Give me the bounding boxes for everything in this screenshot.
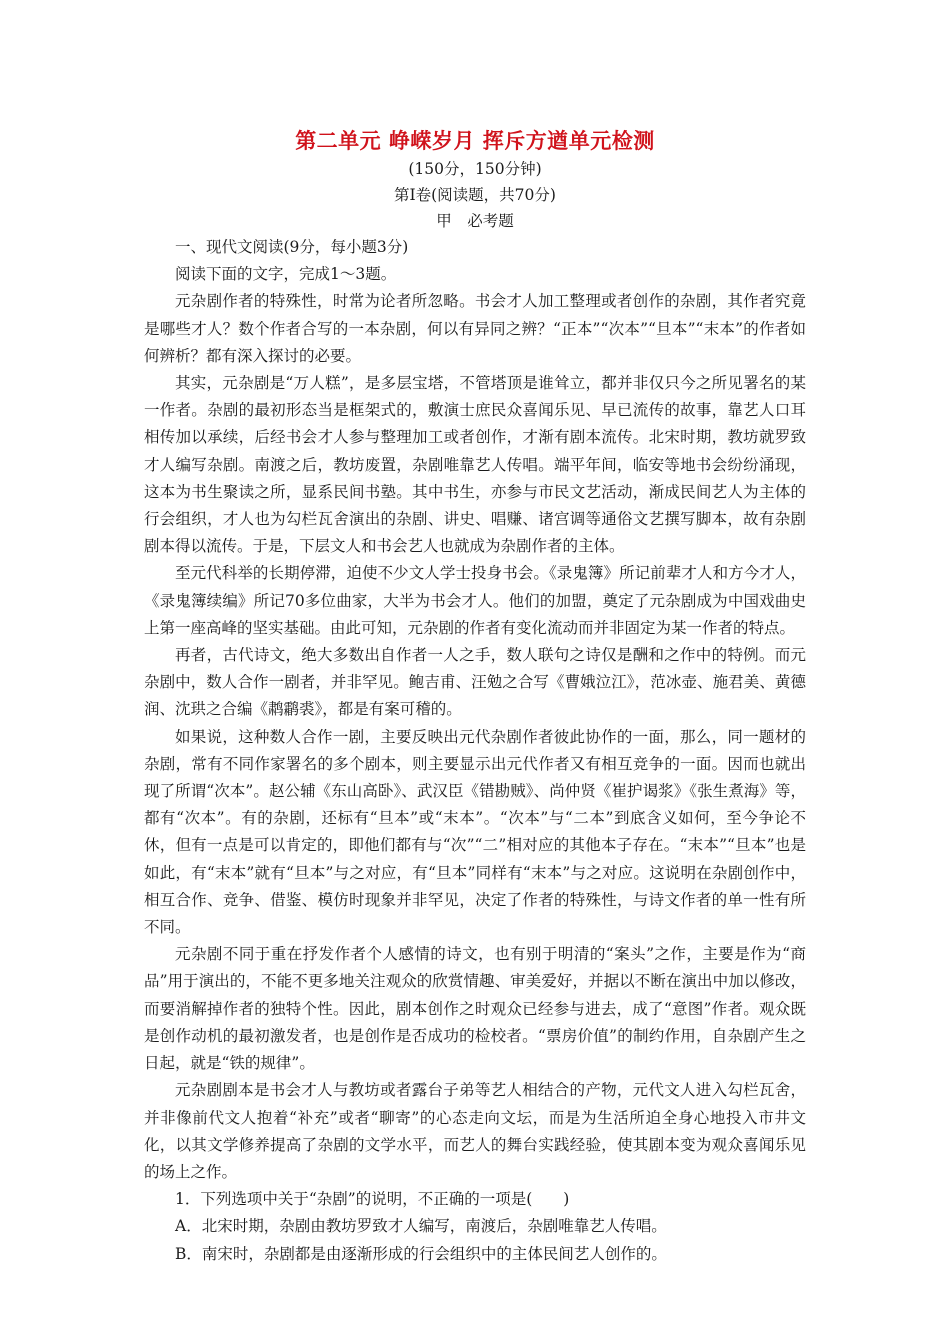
page-title: 第二单元 峥嵘岁月 挥斥方遒单元检测 (295, 129, 655, 153)
reading-instruction: 阅读下面的文字，完成1～3题。 (175, 265, 397, 284)
paragraph: 元杂剧剧本是书会才人与教坊或者露台子弟等艺人相结合的产物，元代文人进入勾栏瓦舍，并非像前代文人抱着“补充”或者“聊寄”的心态走向文坛，而是为生活所迫全身心地投入市井文化，以其文学修养提高了杂剧的文学水平，而艺人的舞台实践经验，使其剧本变为观众喜闻乐见的场上之作。 (144, 1081, 806, 1181)
option-b: B．南宋时，杂剧都是由逐渐形成的行会组织中的主体民间艺人创作的。 (175, 1244, 667, 1263)
volume-heading: 第Ⅰ卷(阅读题，共70分) (394, 186, 556, 204)
score-time: (150分，150分钟) (408, 160, 542, 178)
paragraph: 元杂剧作者的特殊性，时常为论者所忽略。书会才人加工整理或者创作的杂剧，其作者究竟是哪些才人？数个作者合写的一本杂剧，何以有异同之辨？“正本”“次本”“旦本”“末本”的作者如何辨析？都有深入探讨的必要。 (144, 292, 806, 365)
section-heading: 甲 必考题 (436, 212, 514, 230)
paragraph: 再者，古代诗文，绝大多数出自作者一人之手，数人联句之诗仅是酬和之作中的特例。而元杂剧中，数人合作一剧者，并非罕见。鲍吉甫、汪勉之合写《曹娥泣江》，范冰壶、施君美、黄德润、沈珙之合编《鹔鹴裘》，都是有案可稽的。 (144, 646, 806, 719)
paragraph: 其实，元杂剧是“万人糕”，是多层宝塔，不管塔顶是谁耸立，都并非仅只今之所见署名的某一作者。杂剧的最初形态当是框架式的，敷演士庶民众喜闻乐见、早已流传的故事，靠艺人口耳相传加以承续，后经书会才人参与整理加工或者创作，才渐有剧本流传。北宋时期，教坊就罗致才人编写杂剧。南渡之后，教坊废置，杂剧唯靠艺人传唱。端平年间，临安等地书会纷纷涌现，这本为书生聚读之所，显系民间书塾。其中书生，亦参与市民文艺活动，渐成民间艺人为主体的行会组织，才人也为勾栏瓦舍演出的杂剧、讲史、唱赚、诸宫调等通俗文艺撰写脚本，故有杂剧剧本得以流传。于是，下层文人和书会艺人也就成为杂剧作者的主体。 (144, 374, 806, 556)
option-a: A．北宋时期，杂剧由教坊罗致才人编写，南渡后，杂剧唯靠艺人传唱。 (175, 1217, 667, 1236)
paragraph: 如果说，这种数人合作一剧，主要反映出元代杂剧作者彼此协作的一面，那么，同一题材的杂剧，常有不同作家署名的多个剧本，则主要显示出元代作者又有相互竞争的一面。因而也就出现了所谓“次本”。赵公辅《东山高卧》、武汉臣《错勘贼》、尚仲贤《崔护谒浆》《张生煮海》等，都有“次本”。有的杂剧，还标有“旦本”或“末本”。“次本”与“二本”到底含义如何，至今争论不休，但有一点是可以肯定的，即他们都有与“次”“二”相对应的其他本子存在。“末本”“旦本”也是如此，有“末本”就有“旦本”与之对应，有“旦本”同样有“末本”与之对应。这说明在杂剧创作中，相互合作、竞争、借鉴、模仿时现象并非罕见，决定了作者的特殊性，与诗文作者的单一性有所不同。 (144, 727, 806, 937)
paragraph: 至元代科举的长期停滞，迫使不少文人学士投身书会。《录鬼簿》所记前辈才人和方今才人，《录鬼簿续编》所记70多位曲家，大半为书会才人。他们的加盟，奠定了元杂剧成为中国戏曲史上第一座高峰的坚实基础。由此可知，元杂剧的作者有变化流动而并非固定为某一作者的特点。 (144, 564, 806, 637)
paragraph: 元杂剧不同于重在抒发作者个人感情的诗文，也有别于明清的“案头”之作，主要是作为“商品”用于演出的，不能不更多地关注观众的欣赏情趣、审美爱好，并据以不断在演出中加以修改，而要消解掉作者的独特个性。因此，剧本创作之时观众已经参与进去，成了“意图”作者。观众既是创作动机的最初激发者，也是创作是否成功的检校者。“票房价值”的制约作用，自杂剧产生之日起，就是“铁的规律”。 (144, 945, 806, 1073)
question-stem: 1．下列选项中关于“杂剧”的说明，不正确的一项是( ) (175, 1190, 570, 1209)
reading-heading: 一、现代文阅读(9分，每小题3分) (175, 238, 409, 256)
